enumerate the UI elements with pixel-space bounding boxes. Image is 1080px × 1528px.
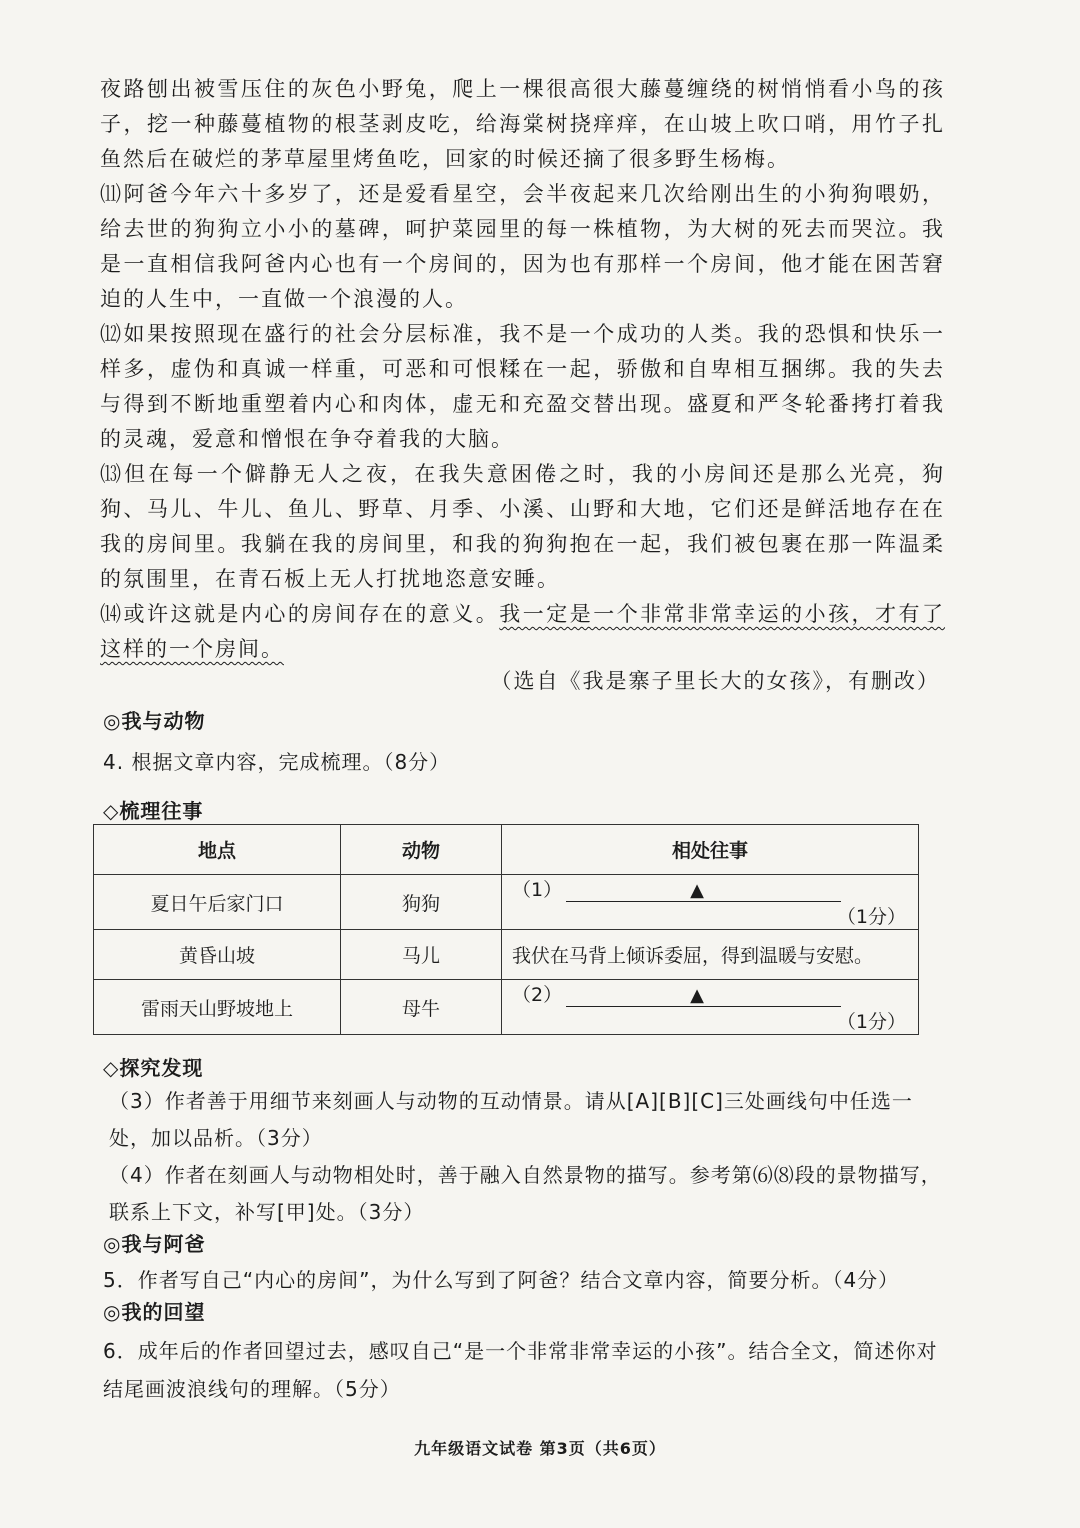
table-row [94,980,919,1035]
table-cell-event: 我伏在马背上倾诉委屈，得到温暖与安慰。 [502,930,919,980]
wavy-underlined-sentence: 我一定是一个非常非常幸运的小孩，才有了这样的一个房间。 [100,602,946,661]
paragraph-12: ⑿如果按照现在盛行的社会分层标准，我不是一个成功的人类。我的恐惧和快乐一样多，虚伪和真诚一样重，可恶和可恨糅在一起，骄傲和自卑相互捆绑。我的失去与得到不断地重塑着内心和肉体，虚无和充盈交替出现。盛夏和严冬轮番拷打着我的灵魂，爱意和憎恨在争夺着我的大脑。 [100,322,945,451]
paragraph-11: ⑾阿爸今年六十多岁了，还是爱看星空，会半夜起来几次给刚出生的小狗狗喂奶，给去世的狗狗立小小的墓碑，呵护菜园里的每一株植物，为大树的死去而哭泣。我是一直相信我阿爸内心也有一个房间的，因为也有那样一个房间，他才能在困苦窘迫的人生中，一直做一个浪漫的人。 [100,182,945,311]
paragraph-13: ⒀但在每一个僻静无人之夜，在我失意困倦之时，我的小房间还是那么光亮，狗狗、马儿、牛儿、鱼儿、野草、月季、小溪、山野和大地，它们还是鲜活地存在在我的房间里。我躺在我的房间里，和我的狗狗抱在一起，我们被包裹在那一阵温柔的氛围里，在青石板上无人打扰地恣意安睡。 [100,462,945,591]
table-header: 相处往事 [502,825,919,875]
table-header: 地点 [94,825,341,875]
table-row [94,875,919,930]
section-heading-animals: ◎我与动物 [103,709,206,733]
question-4-3: （3）作者善于用细节来刻画人与动物的互动情景。请从[A][B][C]三处画线句中任选一处，加以品析。（3分） [109,1089,913,1150]
paragraph-continued: 夜路刨出被雪压住的灰色小野兔，爬上一棵很高很大藤蔓缠绕的树悄悄看小鸟的孩子，挖一种藤蔓植物的根茎剥皮吃，给海棠树挠痒痒，在山坡上吹口哨，用竹子扎鱼然后在破烂的茅草屋里烤鱼吃，回家的时候还摘了很多野生杨梅。 [100,77,945,171]
section-heading-father: ◎我与阿爸 [103,1232,206,1256]
subheading-explore: ◇探究发现 [103,1056,204,1080]
triangle-marker-icon: ▲ [690,880,704,901]
table-header: 动物 [341,825,502,875]
blank-label: （2） [512,984,563,1006]
question-5: 5．作者写自己“内心的房间”，为什么写到了阿爸？结合文章内容，简要分析。（4分） [103,1268,900,1292]
table-cell-place: 雷雨天山野坡地上 [94,980,341,1035]
table-row [94,930,919,980]
subheading-sort: ◇梳理往事 [103,799,204,823]
paragraph-14 [100,597,945,667]
question-4-4: （4）作者在刻画人与动物相处时，善于融入自然景物的描写。参考第⑹⑻段的景物描写，联系上下文，补写[甲]处。（3分） [109,1163,942,1224]
table-cell-animal: 母牛 [341,980,502,1035]
triangle-marker-icon: ▲ [690,985,704,1006]
table-cell-animal: 马儿 [341,930,502,980]
table-header-row [94,825,919,875]
points-label: （1分） [836,1011,906,1033]
table-cell-blank [502,875,919,930]
points-label: （1分） [836,906,906,928]
blank-label: （1） [512,879,563,901]
table-cell-animal: 狗狗 [341,875,502,930]
table-cell-place: 夏日午后家门口 [94,875,341,930]
source-citation: （选自《我是寨子里长大的女孩》，有删改） [490,669,940,693]
answer-blank[interactable] [566,984,841,1007]
paragraph-14-plain: ⒁或许这就是内心的房间存在的意义。 [100,602,500,626]
page-footer: 九年级语文试卷 第3页（共6页） [414,1439,666,1458]
table-cell-place: 黄昏山坡 [94,930,341,980]
table-cell-blank [502,980,919,1035]
answer-blank[interactable] [566,879,841,902]
question-4-stem: 4. 根据文章内容，完成梳理。（8分） [103,750,451,774]
question-6: 6．成年后的作者回望过去，感叹自己“是一个非常非常幸运的小孩”。结合全文，简述你对结尾画波浪线句的理解。（5分） [103,1339,938,1401]
section-heading-lookback: ◎我的回望 [103,1300,206,1324]
sorting-table [93,824,919,1035]
